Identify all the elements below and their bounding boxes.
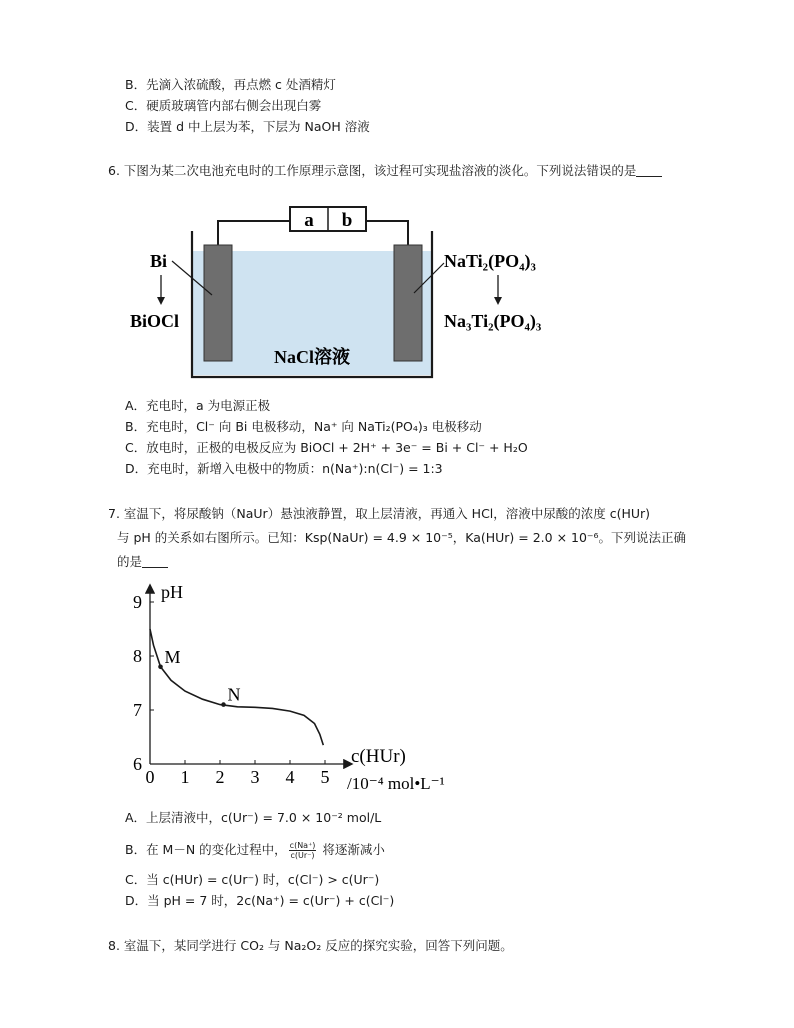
wire-left <box>218 221 290 245</box>
fraction <box>289 841 317 860</box>
fraction-denominator: c(Ur⁻) <box>290 851 315 860</box>
q7-stem-line3-text: 的是 <box>117 554 143 569</box>
label-nacl-solution: NaCl溶液 <box>274 347 350 367</box>
label-b: b <box>341 210 353 231</box>
q5-option-c: C．硬质玻璃管内部右侧会出现白雾 <box>125 98 322 113</box>
x-tick-label: 4 <box>285 767 295 787</box>
x-tick-label: 3 <box>250 767 260 787</box>
x-tick-label: 1 <box>180 767 190 787</box>
q6-option-b: B．充电时，Cl⁻ 向 Bi 电极移动，Na⁺ 向 NaTi₂(PO₄)₃ 电极移动 <box>125 419 482 434</box>
arrow-right-head <box>494 297 502 305</box>
label-nati2po43: NaTi₂(PO₄)₃ <box>444 251 536 271</box>
q7-option-b-post: 将逐渐减小 <box>318 842 385 857</box>
q8-stem: 8. 室温下，某同学进行 CO₂ 与 Na₂O₂ 反应的探究实验，回答下列问题。 <box>108 938 513 953</box>
q7-option-d: D．当 pH = 7 时，2c(Na⁺) = c(Ur⁻) + c(Cl⁻) <box>125 893 395 908</box>
nati-electrode <box>394 245 422 361</box>
x-tick-label: 5 <box>320 767 330 787</box>
bi-electrode <box>204 245 232 361</box>
point-label-n: N <box>227 684 241 705</box>
q7-option-b-pre: B．在 M－N 的变化过程中， <box>125 842 287 857</box>
q7-stem-line2: 与 pH 的关系如右图所示。已知：Ksp(NaUr) = 4.9 × 10⁻⁵，Ka(HUr) = 2.0 × 10⁻⁶。下列说法正确 <box>117 530 687 545</box>
q7-stem-line3 <box>117 554 168 570</box>
answer-blank <box>142 555 168 568</box>
point-m <box>158 665 163 670</box>
q7-option-b <box>125 841 385 860</box>
q5-option-d: D．装置 d 中上层为苯，下层为 NaOH 溶液 <box>125 119 370 134</box>
label-na3ti2po43: Na₃Ti₂(PO₄)₃ <box>444 311 542 331</box>
point-n <box>221 702 226 707</box>
x-tick-label: 2 <box>215 767 225 787</box>
q5-option-b: B．先滴入浓硫酸，再点燃 c 处酒精灯 <box>125 77 336 92</box>
q6-battery-diagram <box>128 195 573 385</box>
y-tick-label: 7 <box>133 700 142 720</box>
q6-stem <box>108 163 662 179</box>
q7-ph-chart <box>125 582 485 802</box>
label-a: a <box>304 210 314 231</box>
y-axis-label: pH <box>161 582 183 602</box>
q7-option-c: C．当 c(HUr) = c(Ur⁻) 时，c(Cl⁻) > c(Ur⁻) <box>125 872 380 887</box>
label-biocl: BiOCl <box>130 311 180 331</box>
answer-blank <box>636 164 662 177</box>
q7-stem-line1: 7. 室温下，将尿酸钠（NaUr）悬浊液静置，取上层清液，再通入 HCl，溶液中尿酸的浓度 c(HUr) <box>108 506 651 521</box>
x-axis-label-line1: c(HUr) <box>351 746 406 767</box>
y-tick-label: 8 <box>133 646 142 666</box>
y-tick-label: 9 <box>133 592 142 612</box>
q7-option-a: A．上层清液中，c(Ur⁻) = 7.0 × 10⁻² mol/L <box>125 810 382 825</box>
fraction-numerator: c(Na⁺) <box>289 841 316 850</box>
x-tick-label: 0 <box>145 767 155 787</box>
arrow-left-head <box>157 297 165 305</box>
point-label-m: M <box>164 646 181 667</box>
y-tick-label: 6 <box>133 754 142 774</box>
wire-right <box>366 221 408 245</box>
q6-option-c: C．放电时，正极的电极反应为 BiOCl + 2H⁺ + 3e⁻ = Bi + Cl⁻ + H₂O <box>125 440 528 455</box>
label-bi: Bi <box>150 251 168 271</box>
x-axis-label-line2: /10⁻⁴ mol•L⁻¹ <box>347 774 445 793</box>
q6-option-a: A．充电时，a 为电源正极 <box>125 398 271 413</box>
q6-stem-text: 6. 下图为某二次电池充电时的工作原理示意图，该过程可实现盐溶液的淡化。下列说法错误的是 <box>108 163 637 178</box>
q6-option-d: D．充电时，新增入电极中的物质：n(Na⁺):n(Cl⁻) = 1:3 <box>125 461 443 476</box>
